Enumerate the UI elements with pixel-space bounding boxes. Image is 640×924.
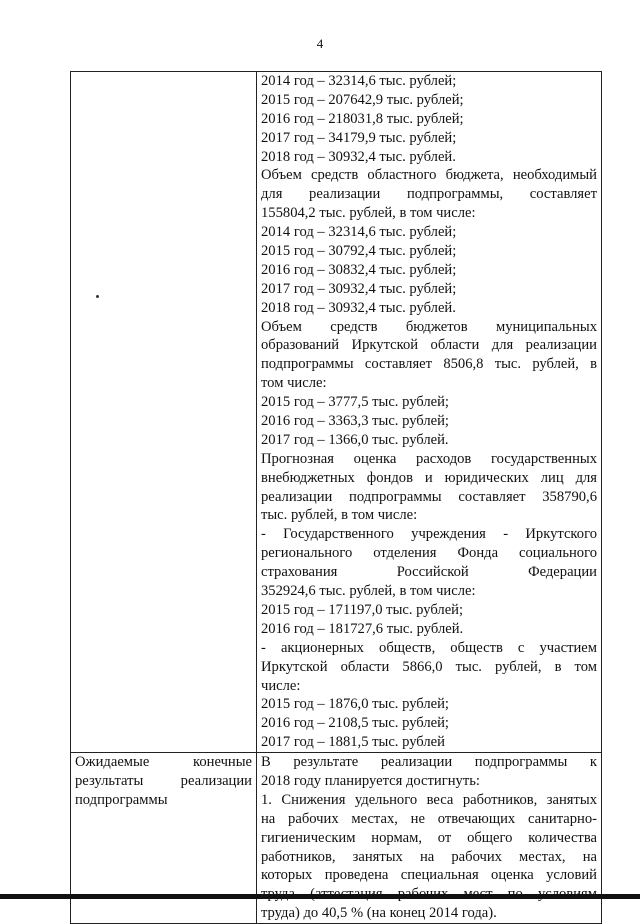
- text-line: реализации подпрограммы составляет 358790,6: [261, 488, 597, 505]
- text-line: работников, занятых на рабочих местах, на: [261, 848, 597, 865]
- page-number: 4: [316, 36, 324, 51]
- table-row-financing: [71, 72, 602, 753]
- text-line: 2015 год – 1876,0 тыс. рублей;: [261, 696, 449, 713]
- text-line: 2017 год – 1366,0 тыс. рублей.: [261, 431, 449, 448]
- text-line: - Государственного учреждения - Иркутского: [261, 526, 597, 543]
- bottom-border-bar: [0, 894, 640, 899]
- text-line: Прогнозная оценка расходов государственных: [261, 450, 597, 467]
- text-line: Объем средств бюджетов муниципальных: [261, 318, 597, 335]
- text-line: 2017 год – 1881,5 тыс. рублей: [261, 734, 445, 751]
- label-line: результаты реализации: [75, 772, 252, 789]
- text-line: 2016 год – 30832,4 тыс. рублей;: [261, 261, 457, 278]
- text-line: 2016 год – 2108,5 тыс. рублей;: [261, 715, 449, 732]
- text-line: для реализации подпрограммы, составляет: [261, 186, 597, 203]
- text-line: образований Иркутской области для реализации: [261, 337, 597, 354]
- text-line: числе:: [261, 677, 301, 694]
- text-line: 2018 год – 30932,4 тыс. рублей.: [261, 148, 456, 165]
- text-line: которых проведена специальная оценка условий: [261, 867, 597, 884]
- financing-label-cell: [71, 72, 257, 753]
- text-line: 155804,2 тыс. рублей, в том числе:: [261, 205, 476, 222]
- text-line: 2016 год – 181727,6 тыс. рублей.: [261, 620, 464, 637]
- expected-results-label: [75, 753, 252, 810]
- text-line: - акционерных обществ, обществ с участием: [261, 639, 597, 656]
- text-line: 2015 год – 207642,9 тыс. рублей;: [261, 91, 464, 108]
- passport-table: [70, 71, 602, 924]
- text-line: 352924,6 тыс. рублей, в том числе:: [261, 583, 476, 600]
- text-line: Иркутской области 5866,0 тыс. рублей, в том: [261, 658, 597, 675]
- text-line: страхования Российской Федерации: [261, 564, 597, 581]
- text-line: внебюджетных фондов и юридических лиц для: [261, 469, 597, 486]
- text-line: 2015 год – 171197,0 тыс. рублей;: [261, 601, 464, 618]
- text-line: подпрограммы составляет 8506,8 тыс. рублей, в: [261, 356, 597, 373]
- text-line: 2014 год – 32314,6 тыс. рублей;: [261, 224, 457, 241]
- text-line: 2015 год – 30792,4 тыс. рублей;: [261, 243, 457, 260]
- text-line: труда) до 40,5 % (на конец 2014 года).: [261, 905, 497, 922]
- text-line: 2016 год – 218031,8 тыс. рублей;: [261, 110, 464, 127]
- text-line: том числе:: [261, 375, 327, 392]
- text-line: 2016 год – 3363,3 тыс. рублей;: [261, 413, 449, 430]
- financing-text-cell: [257, 72, 602, 753]
- text-line: тыс. рублей, в том числе:: [261, 507, 418, 524]
- text-line: 2014 год – 32314,6 тыс. рублей;: [261, 73, 457, 89]
- text-line: 2018 год – 30932,4 тыс. рублей.: [261, 299, 456, 316]
- text-line: Объем средств областного бюджета, необходимый: [261, 167, 597, 184]
- text-line: на рабочих местах, не отвечающих санитарно-: [261, 810, 597, 827]
- text-line: 2017 год – 30932,4 тыс. рублей;: [261, 280, 457, 297]
- financing-text: [261, 72, 597, 752]
- stray-dot-mark: [96, 295, 99, 298]
- label-line: Ожидаемые конечные: [75, 754, 252, 771]
- text-line: регионального отделения Фонда социального: [261, 545, 597, 562]
- text-line: гигиеническим нормам, от общего количества: [261, 829, 597, 846]
- text-line: 2017 год – 34179,9 тыс. рублей;: [261, 129, 457, 146]
- text-line: 1. Снижения удельного веса работников, занятых: [261, 791, 597, 808]
- label-line: подпрограммы: [75, 791, 168, 808]
- text-line: В результате реализации подпрограммы к: [261, 754, 597, 771]
- text-line: 2015 год – 3777,5 тыс. рублей;: [261, 394, 449, 411]
- text-line: 2018 году планируется достигнуть:: [261, 772, 480, 789]
